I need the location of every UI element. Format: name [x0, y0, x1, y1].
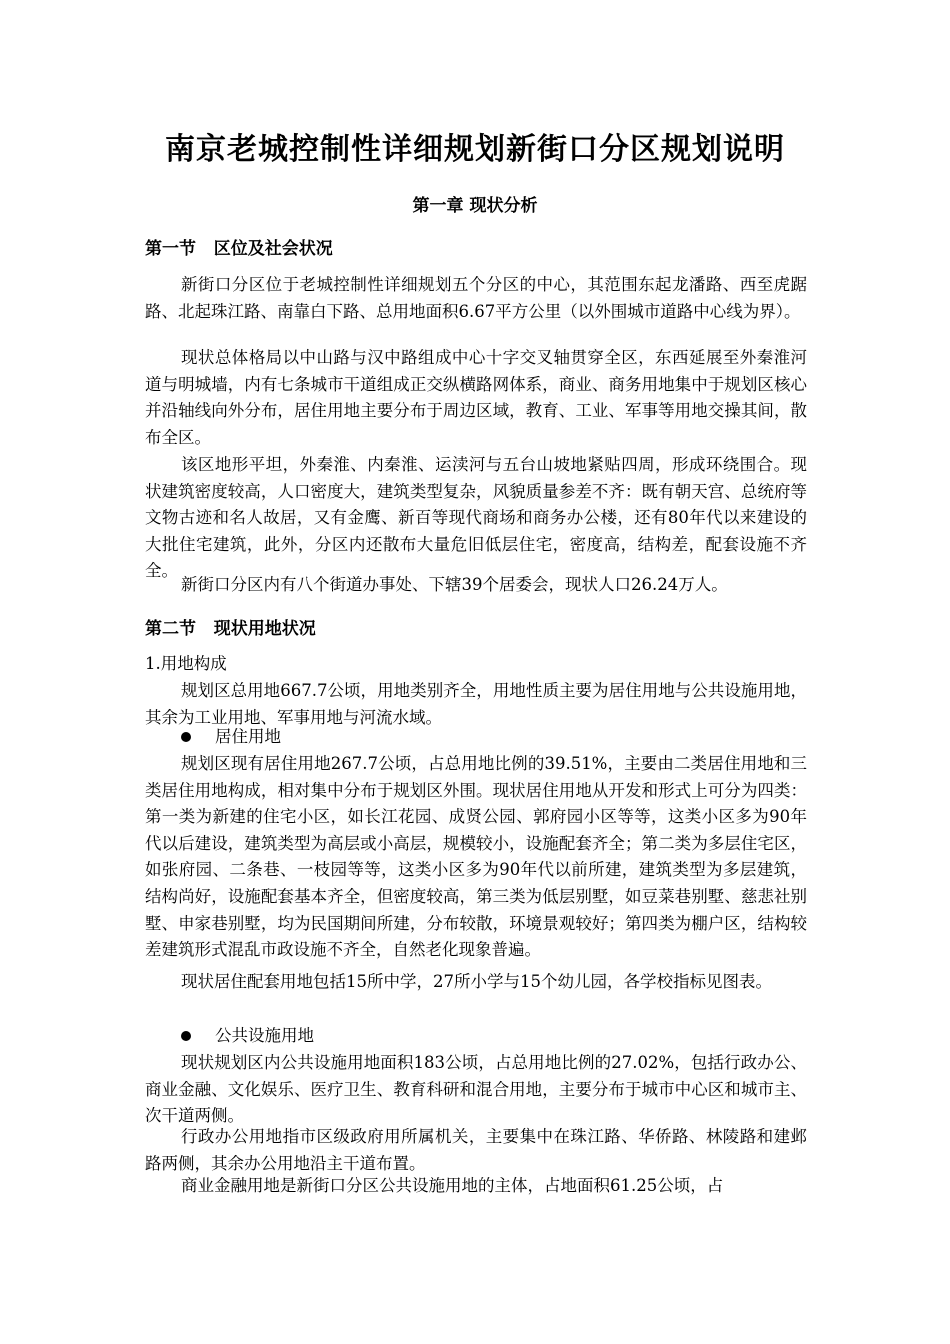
- paragraph: 行政办公用地指市区级政府用所属机关，主要集中在珠江路、华侨路、林陵路和建邺路两侧，其余办公用地沿主干道布置。: [145, 1127, 807, 1173]
- section-heading-1: 第一节 区位及社会状况: [145, 239, 333, 259]
- paragraph: 现状规划区内公共设施用地面积183公顷，占总用地比例的27.02%，包括行政办公、商业金融、文化娱乐、医疗卫生、教育科研和混合用地，主要分布于城市中心区和城市主、次干道两侧。: [145, 1053, 807, 1126]
- bullet-label: 居住用地: [215, 727, 281, 746]
- paragraph: 现状居住配套用地包括15所中学，27所小学与15个幼儿园，各学校指标见图表。: [181, 972, 772, 991]
- paragraph: 现状总体格局以中山路与汉中路组成中心十字交叉轴贯穿全区，东西延展至外秦淮河道与明城墙，内有七条城市干道组成正交纵横路网体系，商业、商务用地集中于规划区核心并沿轴线向外分布，居住用地主要分布于周边区域，教育、工业、军事等用地交操其间，散布全区。: [145, 348, 807, 447]
- paragraph: 规划区总用地667.7公顷，用地类别齐全，用地性质主要为居住用地与公共设施用地，其余为工业用地、军事用地与河流水域。: [145, 681, 807, 727]
- paragraph: 商业金融用地是新街口分区公共设施用地的主体，占地面积61.25公顷，占: [181, 1176, 724, 1195]
- bullet-item-residential: [181, 724, 281, 751]
- bullet-item-public-facilities: [181, 1023, 314, 1050]
- paragraph: 新街口分区内有八个街道办事处、下辖39个居委会，现状人口26.24万人。: [181, 575, 728, 594]
- paragraph: 规划区现有居住用地267.7公顷，占总用地比例的39.51%，主要由二类居住用地和三类居住用地构成，相对集中分布于规划区外围。现状居住用地从开发和形式上可分为四类：第一类为新建的住宅小区，如长江花园、成贤公园、郭府园小区等等，这类小区多为90年代以后建设，建筑类型为高层或小高层，规模较小，设施配套齐全；第二类为多层住宅区，如张府园、二条巷、一枝园等等，这类小区多为90年代以前所建，建筑类型为多层建筑，结构尚好，设施配套基本齐全，但密度较高，第三类为低层别墅，如豆菜巷别墅、慈悲社别墅、申家巷别墅，均为民国期间所建，分布较散，环境景观较好；第四类为棚户区，结构较差建筑形式混乱市政设施不齐全，自然老化现象普遍。: [145, 754, 807, 960]
- bullet-label: 公共设施用地: [215, 1026, 314, 1045]
- bullet-icon: [181, 1031, 191, 1041]
- bullet-icon: [181, 732, 191, 742]
- document-title: 南京老城控制性详细规划新街口分区规划说明: [165, 132, 785, 167]
- section-heading-2: 第二节 现状用地状况: [145, 619, 316, 639]
- list-item-label: 1.用地构成: [145, 654, 227, 673]
- chapter-heading: 第一章 现状分析: [412, 196, 538, 216]
- paragraph: 该区地形平坦，外秦淮、内秦淮、运渎河与五台山坡地紧贴四周，形成环绕围合。现状建筑密度较高，人口密度大，建筑类型复杂，风貌质量参差不齐：既有朝天宫、总统府等文物古迹和名人故居，又有金鹰、新百等现代商场和商务办公楼，还有80年代以来建设的大批住宅建筑，此外，分区内还散布大量危旧低层住宅，密度高，结构差，配套设施不齐全。: [145, 455, 807, 581]
- paragraph: 新街口分区位于老城控制性详细规划五个分区的中心，其范围东起龙潘路、西至虎踞路、北起珠江路、南靠白下路、总用地面积6.67平方公里（以外围城市道路中心线为界）。: [145, 275, 807, 321]
